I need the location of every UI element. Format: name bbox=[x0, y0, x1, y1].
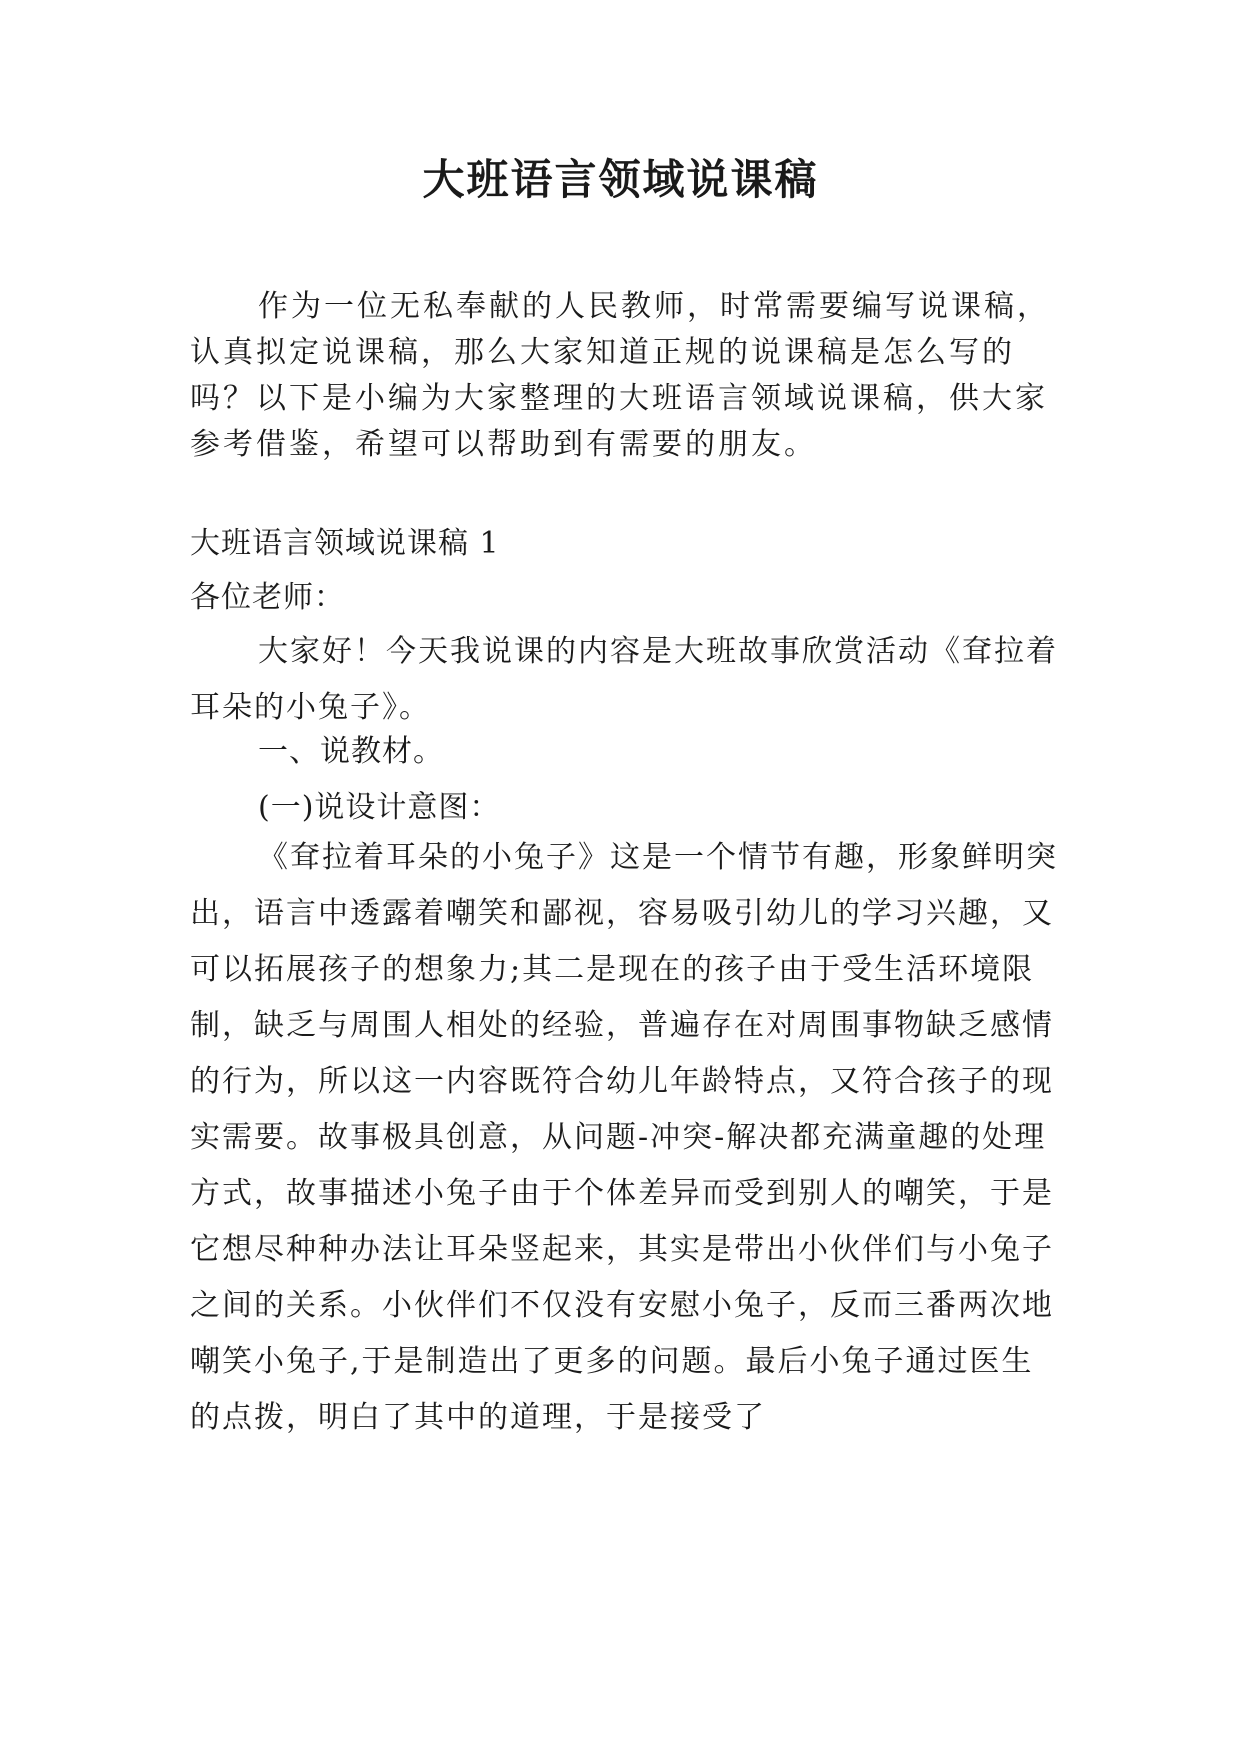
body-paragraph: 《耷拉着耳朵的小兔子》这是一个情节有趣，形象鲜明突出，语言中透露着嘲笑和鄙视，容易吸引幼儿的学习兴趣，又可以拓展孩子的想象力;其二是现在的孩子由于受生活环境限制，缺乏与周围人相处的经验，普遍存在对周围事物缺乏感情的行为，所以这一内容既符合幼儿年龄特点，又符合孩子的现实需要。故事极具创意，从问题-冲突-解决都充满童趣的处理方式，故事描述小兔子由于个体差异而受到别人的嘲笑，于是它想尽种种办法让耳朵竖起来，其实是带出小伙伴们与小兔子之间的关系。小伙伴们不仅没有安慰小兔子，反而三番两次地嘲笑小兔子,于是制造出了更多的问题。最后小兔子通过医生的点拨，明白了其中的道理，于是接受了 bbox=[190, 840, 1058, 1435]
document-title: 大班语言领域说课稿 bbox=[422, 155, 819, 204]
sub-heading: (一)说设计意图： bbox=[258, 790, 501, 825]
greeting-paragraph: 大家好！今天我说课的内容是大班故事欣赏活动《耷拉着耳朵的小兔子》。 bbox=[190, 634, 1058, 725]
part-one-heading: 一、说教材。 bbox=[258, 734, 444, 769]
intro-paragraph: 作为一位无私奉献的人民教师，时常需要编写说课稿，认真拟定说课稿，那么大家知道正规的说课稿是怎么写的吗？以下是小编为大家整理的大班语言领域说课稿，供大家参考借鉴，希望可以帮助到有需要的朋友。 bbox=[190, 289, 1050, 462]
section-heading: 大班语言领域说课稿 1 bbox=[190, 526, 500, 561]
salutation: 各位老师： bbox=[190, 580, 345, 615]
